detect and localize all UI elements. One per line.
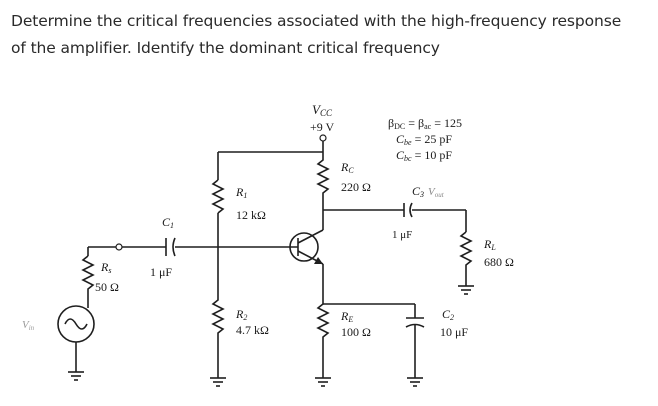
c1-label: C1 [162,215,175,230]
r2-value: 4.7 kΩ [236,323,269,337]
r2-label: R2 [236,307,248,322]
r1-value: 12 kΩ [236,208,266,222]
c1-capacitor [166,238,218,256]
ground-rl [458,286,474,294]
question-line-1: Determine the critical frequencies associated with the high-frequency response [11,12,622,30]
vin-label: Vin [22,319,35,332]
rs-resistor [83,256,93,305]
c3-capacitor [404,203,466,217]
rs-label: Rs [101,260,112,275]
rc-resistor [318,152,328,216]
rl-resistor [461,232,471,286]
r1-label: R1 [236,185,248,200]
vcc-terminal [320,135,326,152]
input-node [116,244,122,250]
cbe-line: Cbe = 25 pF [396,132,453,147]
rc-value: 220 Ω [341,180,371,194]
vin-source [58,305,94,372]
rc-label: RC [341,160,354,175]
vcc-label: VCC [312,102,332,118]
transistor-parameters [388,116,462,163]
rs-value: 50 Ω [95,280,119,294]
vout-label: Vout [428,186,444,199]
re-value: 100 Ω [341,325,371,339]
ground-vin [68,372,84,380]
rl-value: 680 Ω [484,255,514,269]
rl-label: RL [484,237,496,252]
c2-value: 10 μF [440,325,469,339]
c1-value: 1 μF [150,265,173,279]
c3-label: C3 [412,184,425,199]
c2-label: C2 [442,307,455,322]
ground-r2 [210,378,226,386]
c2-capacitor [406,318,424,378]
ground-re [315,378,331,386]
r1-resistor [213,180,223,213]
r2-resistor [213,247,223,378]
beta-line: βDC = βac = 125 [388,116,463,131]
transistor-symbol [290,216,323,264]
re-resistor [318,264,328,378]
ground-c2 [407,378,423,386]
c3-value: 1 μF [392,229,413,241]
re-label: RE [341,309,354,324]
vcc-value: +9 V [310,120,335,134]
question-line-2: of the amplifier. Identify the dominant critical frequency [11,39,440,57]
cbc-line: Cbc = 10 pF [396,148,453,163]
